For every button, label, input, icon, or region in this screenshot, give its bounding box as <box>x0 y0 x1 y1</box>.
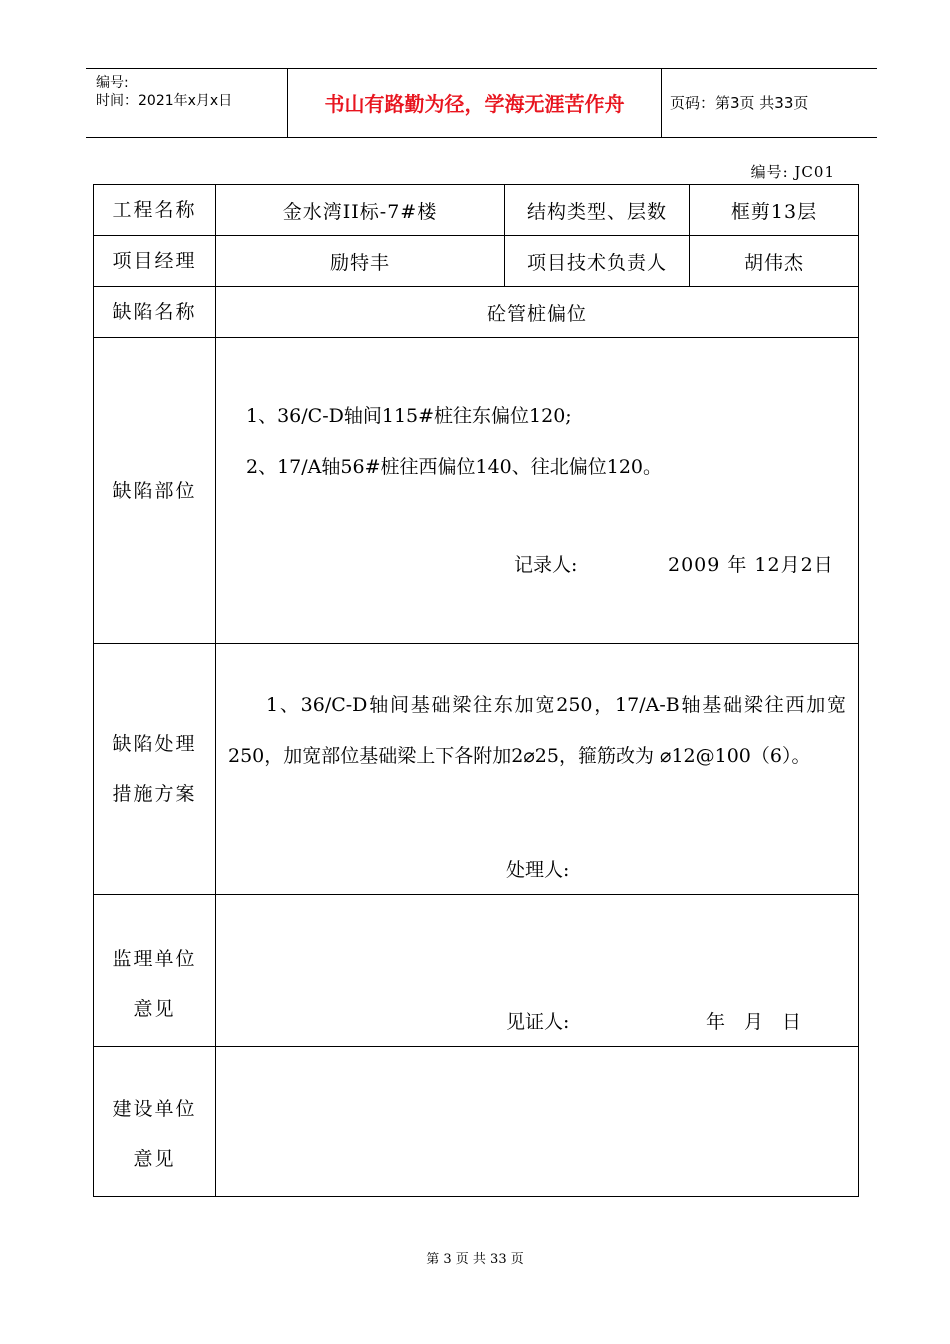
header-time-label: 时间：2021年x月x日 <box>96 93 233 109</box>
record-date: 2009 年 12月2日 <box>668 554 834 576</box>
manager-value: 励特丰 <box>216 236 505 287</box>
header-motto: 书山有路勤为径，学海无涯苦作舟 <box>324 92 625 116</box>
manager-label: 项目经理 <box>94 236 216 287</box>
owner-label <box>94 1047 216 1197</box>
treatment-label-line-1: 缺陷处理 <box>112 733 197 755</box>
witness-date: 年 月 日 <box>706 1011 802 1033</box>
defect-location-line-2: 2、17/A轴56#桩往西偏位140、往北偏位120。 <box>246 456 663 478</box>
form-row-supervision <box>94 895 859 1047</box>
supervision-cell <box>216 895 859 1047</box>
treatment-label <box>94 644 216 895</box>
treatment-label-line-2: 措施方案 <box>112 783 197 805</box>
project-name-label: 工程名称 <box>94 185 216 236</box>
header-page-info: 页码：第3页 共33页 <box>670 94 809 112</box>
project-name-value: 金水湾II标-7#楼 <box>216 185 505 236</box>
header-number-label: 编号: <box>96 75 129 91</box>
owner-label-line-2: 意见 <box>133 1147 176 1170</box>
structure-label: 结构类型、层数 <box>505 185 690 236</box>
recorder-label: 记录人: <box>514 554 578 576</box>
structure-value: 框剪13层 <box>690 185 859 236</box>
defect-location-line-1: 1、36/C-D轴间115#桩往东偏位120; <box>246 405 572 427</box>
form-row-treatment <box>94 644 859 895</box>
form-row-defect-location <box>94 338 859 644</box>
doc-number: 编号: JC01 <box>750 163 835 181</box>
defect-name-label: 缺陷名称 <box>94 287 216 338</box>
defect-name-value: 砼管桩偏位 <box>216 287 859 338</box>
witness-label: 见证人: <box>506 1011 570 1033</box>
form-row-defect-name <box>94 287 859 338</box>
defect-location-label: 缺陷部位 <box>94 338 216 644</box>
page-header <box>86 68 877 138</box>
defect-record-form <box>93 184 859 1197</box>
handler-label: 处理人: <box>506 859 570 881</box>
defect-location-cell <box>216 338 859 644</box>
form-row-owner <box>94 1047 859 1197</box>
form-row-project <box>94 185 859 236</box>
header-meta <box>96 74 232 110</box>
supervision-label-line-1: 监理单位 <box>112 947 197 970</box>
treatment-cell <box>216 644 859 895</box>
tech-lead-value: 胡伟杰 <box>690 236 859 287</box>
form-row-manager <box>94 236 859 287</box>
tech-lead-label: 项目技术负责人 <box>505 236 690 287</box>
supervision-label-line-2: 意见 <box>133 997 176 1020</box>
treatment-text: 1、36/C-D轴间基础梁往东加宽250，17/A-B轴基础梁往西加宽250，加宽部位基础梁上下各附加2⌀25，箍筋改为 ⌀12@100（6）。 <box>228 694 846 767</box>
owner-label-line-1: 建设单位 <box>112 1097 197 1120</box>
header-divider <box>661 69 662 137</box>
owner-cell <box>216 1047 859 1197</box>
supervision-label <box>94 895 216 1047</box>
page-footer: 第 3 页 共 33 页 <box>426 1252 524 1267</box>
